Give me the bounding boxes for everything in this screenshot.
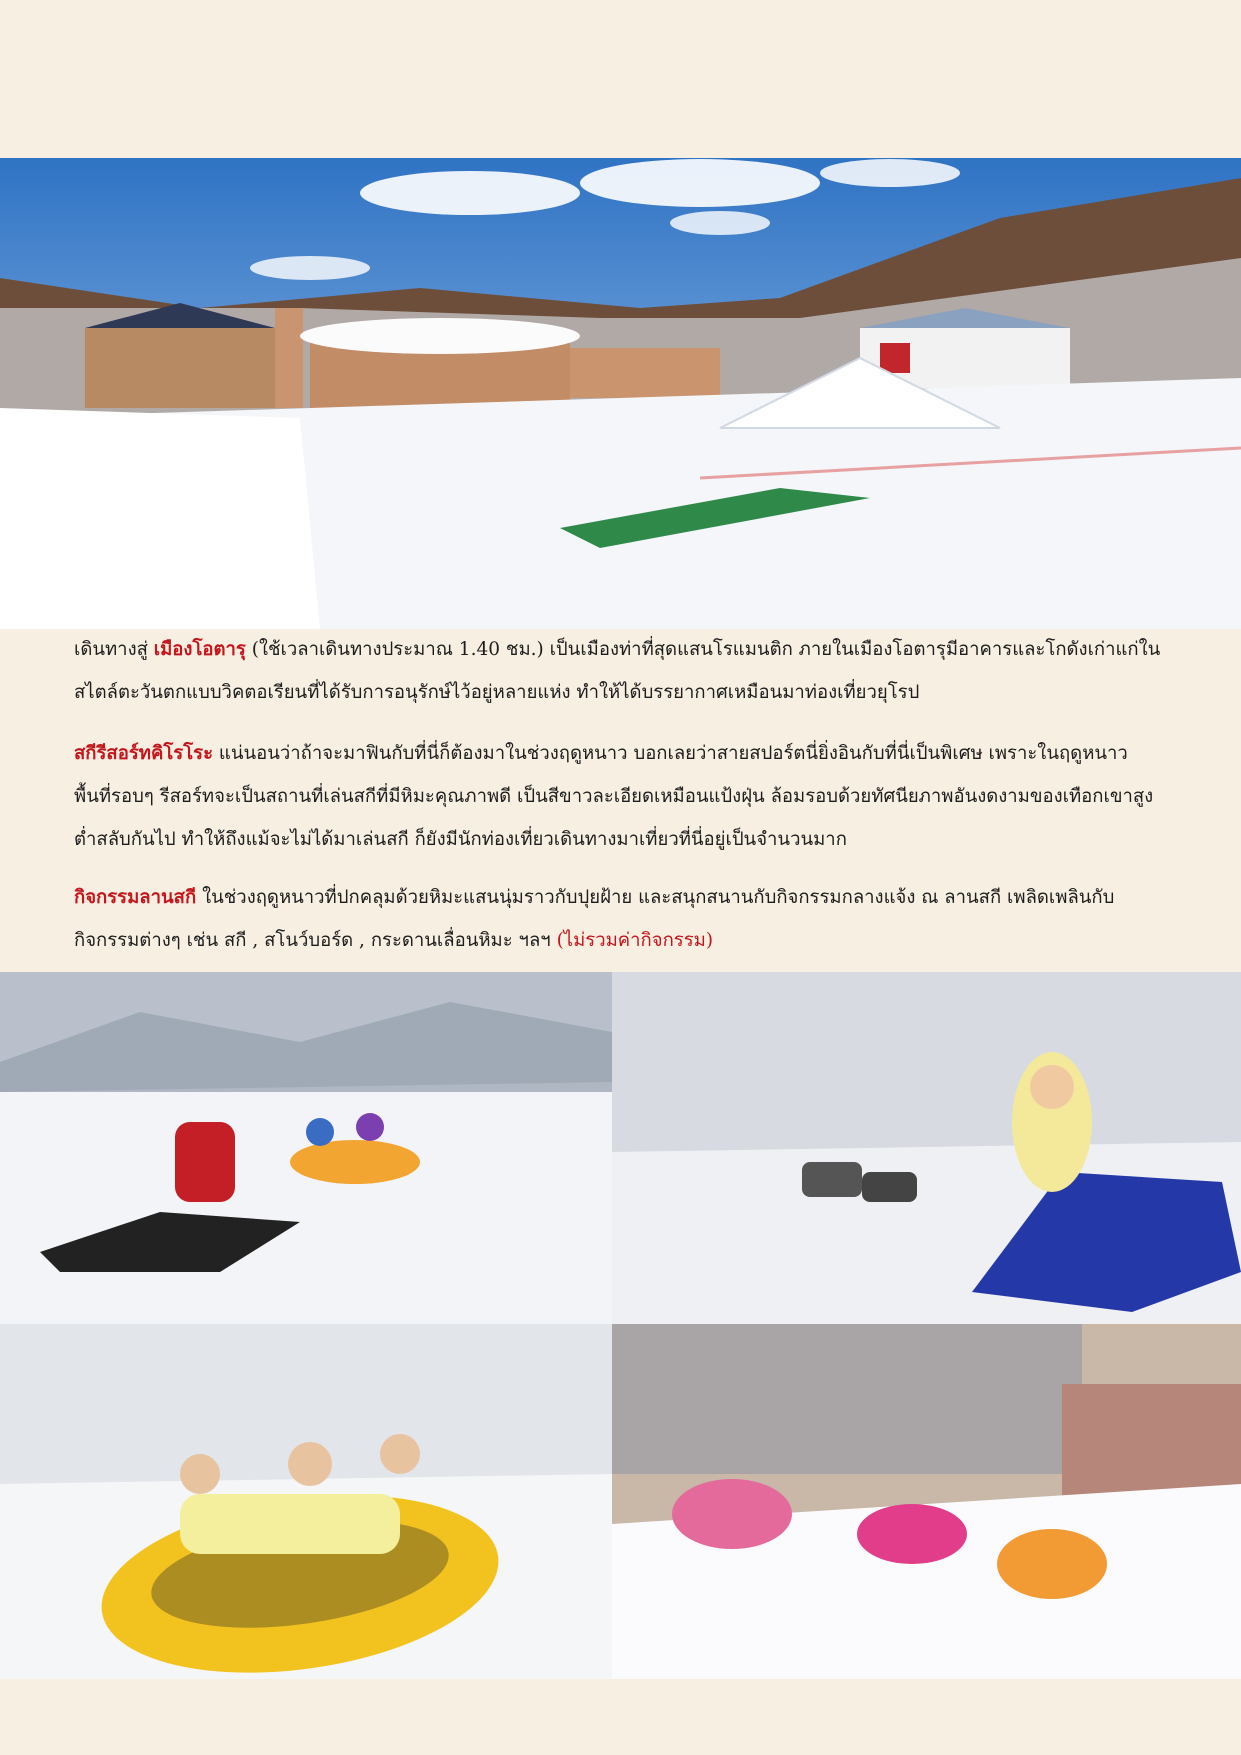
activities-highlight: กิจกรรมลานสกี bbox=[74, 887, 197, 908]
activities-line-2: กิจกรรมต่างๆ เช่น สกี , สโนว์บอร์ด , กระดานเลื่อนหิมะ ฯลฯ (ไม่รวมค่ากิจกรรม) bbox=[74, 930, 714, 951]
kiroro-paragraph bbox=[74, 732, 1174, 861]
snowmobile-rider-photo bbox=[612, 972, 1241, 1324]
activity-cost-note: (ไม่รวมค่ากิจกรรม) bbox=[556, 930, 714, 951]
snowmobile-tubing-photo bbox=[0, 972, 612, 1324]
otaru-line-1: เดินทางสู่ เมืองโอตารุ (ใช้เวลาเดินทางประมาณ 1.40 ชม.) เป็นเมืองท่าที่สุดแสนโรแมนติก ภายในเมืองโอตารุมีอาคารและโกดังเก่าแก่ใน bbox=[74, 639, 1161, 660]
kiroro-line-1: สกีรีสอร์ทคิโรโระ แน่นอนว่าถ้าจะมาฟินกับที่นี่ก็ต้องมาในช่วงฤดูหนาว บอกเลยว่าสายสปอร์ตนี่ยิ่งอินกับที่นี่เป็นพิเศษ เพราะในฤดูหนาว bbox=[74, 743, 1128, 764]
kiroro-line-3: ต่ำสลับกันไป ทำให้ถึงแม้จะไม่ได้มาเล่นสกี ก็ยังมีนักท่องเที่ยวเดินทางมาเที่ยวที่นี่อยู่เป็นจำนวนมาก bbox=[74, 829, 847, 850]
kiroro-highlight: สกีรีสอร์ทคิโรโระ bbox=[74, 743, 214, 764]
otaru-highlight: เมืองโอตารุ bbox=[153, 639, 246, 660]
otaru-line-2: สไตล์ตะวันตกแบบวิคตอเรียนที่ได้รับการอนุรักษ์ไว้อยู่หลายแห่ง ทำให้ได้บรรยากาศเหมือนมาท่องเที่ยวยุโรป bbox=[74, 682, 920, 703]
activities-paragraph bbox=[74, 876, 1174, 962]
kiroro-line-2: พื้นที่รอบๆ รีสอร์ทจะเป็นสถานที่เล่นสกีที่มีหิมะคุณภาพดี เป็นสีขาวละเอียดเหมือนแป้งฝุ่น ล้อมรอบด้วยทัศนียภาพอันงดงามของเทือกเขาสูง bbox=[74, 786, 1154, 807]
activities-line-1: กิจกรรมลานสกี ในช่วงฤดูหนาวที่ปกคลุมด้วยหิมะแสนนุ่มราวกับปุยฝ้าย และสนุกสนานกับกิจกรรมกลางแจ้ง ณ ลานสกี เพลิดเพลินกับ bbox=[74, 887, 1115, 908]
snow-rafting-photo bbox=[0, 1324, 612, 1679]
kids-snow-slide-photo bbox=[612, 1324, 1241, 1679]
otaru-paragraph bbox=[74, 628, 1174, 714]
kiroro-resort-photo bbox=[0, 158, 1241, 629]
